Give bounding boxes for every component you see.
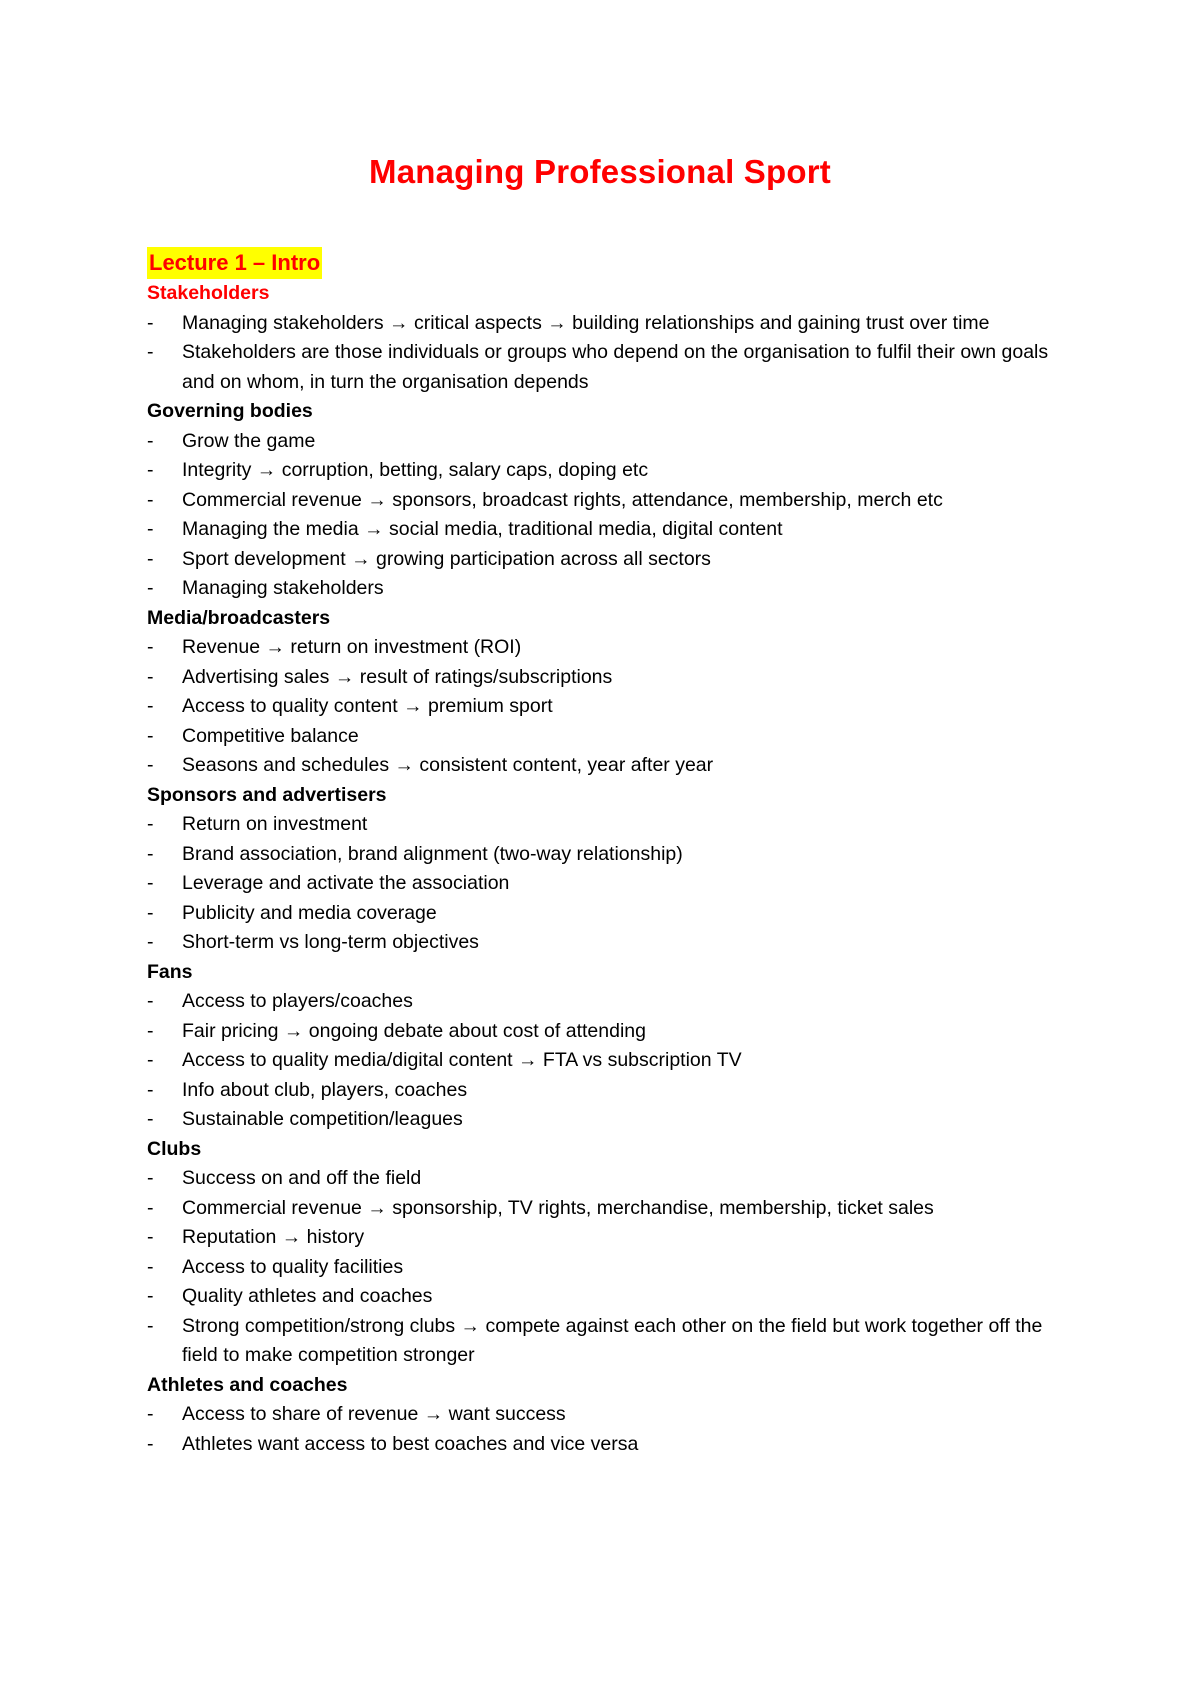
list-item xyxy=(147,1400,1067,1430)
list-item xyxy=(147,663,1067,693)
list-item xyxy=(147,899,1067,929)
bullet-dash: - xyxy=(147,754,154,776)
list-item xyxy=(147,810,1067,840)
list-item-text: Leverage and activate the association xyxy=(182,872,510,894)
list-item xyxy=(147,574,1067,604)
bullet-list xyxy=(147,987,1067,1135)
list-item-text: Brand association, brand alignment (two-way relationship) xyxy=(182,842,683,865)
list-item-text: Managing the media → social media, traditional media, digital content xyxy=(182,518,783,540)
list-item-text: Return on investment xyxy=(182,813,368,835)
list-item xyxy=(147,309,1067,339)
list-item xyxy=(147,1312,1067,1371)
list-item xyxy=(147,338,1067,397)
bullet-dash: - xyxy=(147,1196,154,1219)
list-item-text: Grow the game xyxy=(182,429,316,452)
list-item-text: Fair pricing → ongoing debate about cost of attending xyxy=(182,1019,646,1042)
list-item-text: Managing stakeholders xyxy=(182,577,384,599)
list-item xyxy=(147,692,1067,722)
list-item xyxy=(147,1430,1067,1460)
list-item xyxy=(147,1105,1067,1135)
section-heading: Clubs xyxy=(147,1137,202,1160)
list-item-text: Access to share of revenue → want success xyxy=(182,1403,566,1425)
list-item-text: Access to quality facilities xyxy=(182,1255,404,1278)
bullet-dash: - xyxy=(147,1226,154,1248)
bullet-dash: - xyxy=(147,429,154,452)
list-item xyxy=(147,1046,1067,1076)
list-item-text: Reputation → history xyxy=(182,1226,365,1248)
bullet-dash: - xyxy=(147,1403,154,1425)
bullet-dash: - xyxy=(147,901,154,924)
list-item xyxy=(147,1223,1067,1253)
list-item-text: Short-term vs long-term objectives xyxy=(182,931,479,953)
list-item xyxy=(147,456,1067,486)
list-item xyxy=(147,486,1067,516)
document-body xyxy=(147,247,1067,1459)
list-item-text: Advertising sales → result of ratings/subscriptions xyxy=(182,665,613,688)
sections-container xyxy=(147,279,1067,1459)
bullet-dash: - xyxy=(147,724,154,747)
bullet-dash: - xyxy=(147,1255,154,1278)
bullet-list xyxy=(147,810,1067,958)
list-item-text: Info about club, players, coaches xyxy=(182,1078,468,1101)
list-item-text: Competitive balance xyxy=(182,724,359,747)
lecture-heading: Lecture 1 – Intro xyxy=(147,247,322,279)
bullet-dash: - xyxy=(147,518,154,540)
list-item xyxy=(147,1282,1067,1312)
list-item-text: Success on and off the field xyxy=(182,1167,422,1189)
list-item xyxy=(147,1194,1067,1224)
section-heading: Sponsors and advertisers xyxy=(147,783,387,806)
list-item xyxy=(147,1164,1067,1194)
list-item xyxy=(147,545,1067,575)
list-item xyxy=(147,1076,1067,1106)
bullet-dash: - xyxy=(147,488,154,511)
list-item-text: Revenue → return on investment (ROI) xyxy=(182,636,522,658)
bullet-dash: - xyxy=(147,842,154,865)
bullet-dash: - xyxy=(147,695,154,717)
list-item xyxy=(147,928,1067,958)
bullet-dash: - xyxy=(147,665,154,688)
bullet-list xyxy=(147,1164,1067,1371)
list-item-text: Access to players/coaches xyxy=(182,990,413,1012)
bullet-dash: - xyxy=(147,341,154,363)
list-item xyxy=(147,1017,1067,1047)
list-item-text: Commercial revenue → sponsorship, TV rights, merchandise, membership, ticket sales xyxy=(182,1196,934,1219)
list-item-text: Sustainable competition/leagues xyxy=(182,1108,463,1130)
list-item xyxy=(147,633,1067,663)
section-heading: Stakeholders xyxy=(147,282,270,304)
bullet-dash: - xyxy=(147,547,154,570)
bullet-dash: - xyxy=(147,1108,154,1130)
bullet-dash: - xyxy=(147,1285,154,1307)
list-item xyxy=(147,515,1067,545)
list-item-text: Seasons and schedules → consistent content, year after year xyxy=(182,754,714,776)
list-item xyxy=(147,869,1067,899)
section-heading: Athletes and coaches xyxy=(147,1373,348,1396)
bullet-dash: - xyxy=(147,311,154,334)
bullet-list xyxy=(147,427,1067,604)
list-item-text: Quality athletes and coaches xyxy=(182,1285,433,1307)
bullet-list xyxy=(147,1400,1067,1459)
list-item xyxy=(147,427,1067,457)
bullet-list xyxy=(147,633,1067,781)
bullet-dash: - xyxy=(147,1019,154,1042)
bullet-dash: - xyxy=(147,813,154,835)
list-item xyxy=(147,840,1067,870)
bullet-dash: - xyxy=(147,577,154,599)
list-item xyxy=(147,751,1067,781)
bullet-dash: - xyxy=(147,1049,154,1071)
bullet-dash: - xyxy=(147,459,154,481)
list-item-text: Strong competition/strong clubs → compete against each other on the field but work together off the field to make competition stronger xyxy=(182,1314,1043,1366)
bullet-dash: - xyxy=(147,636,154,658)
list-item xyxy=(147,1253,1067,1283)
list-item-text: Publicity and media coverage xyxy=(182,901,437,924)
list-item-text: Access to quality content → premium sport xyxy=(182,695,553,717)
section-heading: Governing bodies xyxy=(147,400,313,422)
list-item-text: Stakeholders are those individuals or groups who depend on the organisation to fulfil their own goals and on whom, in turn the organisation depends xyxy=(182,341,1049,393)
list-item-text: Integrity → corruption, betting, salary caps, doping etc xyxy=(182,459,649,481)
list-item-text: Managing stakeholders → critical aspects → building relationships and gaining trust over time xyxy=(182,311,990,334)
bullet-dash: - xyxy=(147,1167,154,1189)
bullet-dash: - xyxy=(147,1078,154,1101)
list-item-text: Access to quality media/digital content → FTA vs subscription TV xyxy=(182,1049,742,1071)
bullet-dash: - xyxy=(147,872,154,894)
bullet-dash: - xyxy=(147,1314,154,1337)
section-heading: Media/broadcasters xyxy=(147,606,331,629)
list-item-text: Commercial revenue → sponsors, broadcast rights, attendance, membership, merch etc xyxy=(182,488,943,511)
bullet-list xyxy=(147,309,1067,398)
list-item xyxy=(147,722,1067,752)
bullet-dash: - xyxy=(147,990,154,1012)
bullet-dash: - xyxy=(147,931,154,953)
document-title: Managing Professional Sport xyxy=(369,153,831,190)
lecture-heading-wrapper xyxy=(147,247,1067,279)
list-item xyxy=(147,987,1067,1017)
section-heading: Fans xyxy=(147,960,193,983)
list-item-text: Sport development → growing participation across all sectors xyxy=(182,547,711,570)
list-item-text: Athletes want access to best coaches and vice versa xyxy=(182,1432,639,1455)
bullet-dash: - xyxy=(147,1432,154,1455)
